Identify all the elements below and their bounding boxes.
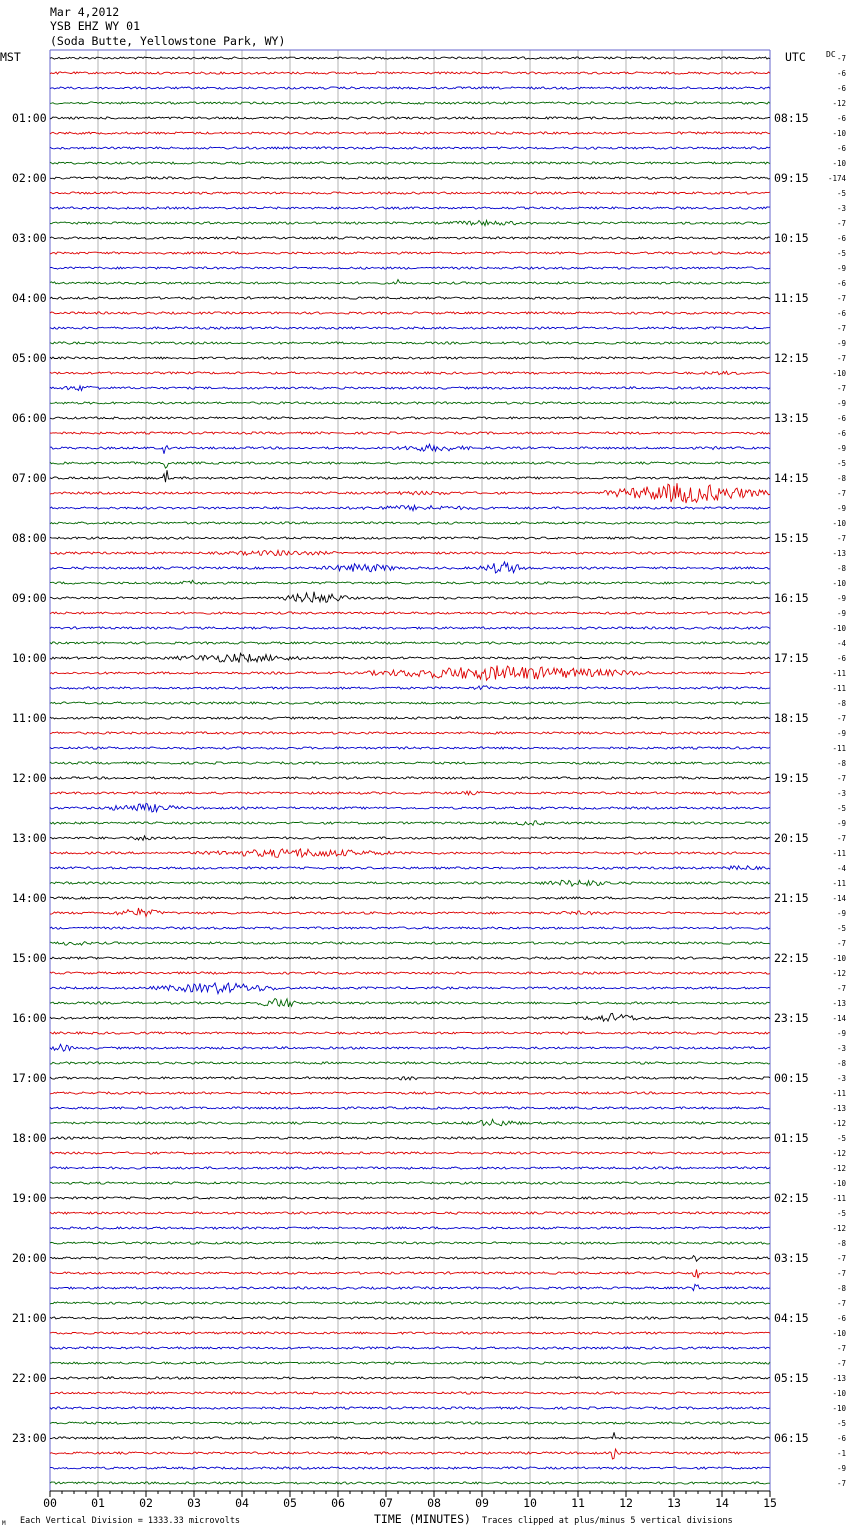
trace-line	[50, 686, 770, 690]
dc-offset-label: -11	[832, 1089, 846, 1098]
dc-offset-label: -11	[832, 669, 846, 678]
utc-hour-label: 03:15	[774, 1251, 809, 1265]
trace-line	[50, 1422, 770, 1424]
dc-offset-label: -12	[832, 1149, 846, 1158]
dc-offset-label: -9	[836, 819, 846, 828]
x-tick-label: 05	[283, 1496, 297, 1510]
dc-offset-label: -7	[836, 834, 846, 843]
utc-hour-label: 23:15	[774, 1011, 809, 1025]
trace-line	[50, 1407, 770, 1409]
mst-hour-label: 14:00	[12, 891, 47, 905]
trace-line	[50, 702, 770, 704]
dc-offset-label: -10	[832, 579, 846, 588]
dc-offset-label: -9	[836, 444, 846, 453]
time-grid	[50, 50, 770, 1491]
dc-offset-label: -7	[836, 489, 846, 498]
dc-offset-label: -5	[836, 1209, 846, 1218]
dc-offset-label: -9	[836, 594, 846, 603]
mst-hour-label: 13:00	[12, 831, 47, 845]
dc-offset-label: -12	[832, 99, 846, 108]
trace-line	[50, 972, 770, 974]
dc-offset-label: -5	[836, 1419, 846, 1428]
trace-line	[50, 505, 770, 510]
trace-line	[50, 57, 770, 59]
dc-offset-label: -7	[836, 1299, 846, 1308]
trace-line	[50, 1013, 770, 1021]
mst-hour-label: 03:00	[12, 231, 47, 245]
mst-hour-label: 08:00	[12, 531, 47, 545]
dc-offset-label: -7	[836, 219, 846, 228]
dc-offset-label: -13	[832, 549, 846, 558]
dc-offset-label: -10	[832, 1404, 846, 1413]
dc-offset-label: -7	[836, 354, 846, 363]
utc-hour-label: 01:15	[774, 1131, 809, 1145]
dc-offset-label: -9	[836, 729, 846, 738]
dc-offset-label: -4	[836, 864, 846, 873]
trace-line	[50, 483, 770, 503]
utc-hour-label: 10:15	[774, 231, 809, 245]
dc-offset-label: -7	[836, 714, 846, 723]
utc-hour-labels	[774, 111, 809, 1445]
dc-offset-label: -11	[832, 744, 846, 753]
dc-offset-label: -12	[832, 1164, 846, 1173]
dc-label: DC	[826, 50, 836, 59]
x-tick-label: 00	[43, 1496, 57, 1510]
utc-hour-label: 20:15	[774, 831, 809, 845]
dc-offset-label: -6	[836, 234, 846, 243]
dc-offset-label: -7	[836, 774, 846, 783]
dc-offset-label: -7	[836, 294, 846, 303]
x-tick-label: 13	[667, 1496, 681, 1510]
x-tick-label: 02	[139, 1496, 153, 1510]
trace-line	[50, 327, 770, 329]
trace-line	[50, 522, 770, 524]
utc-hour-label: 02:15	[774, 1191, 809, 1205]
dc-offset-label: -13	[832, 1104, 846, 1113]
trace-line	[50, 1227, 770, 1229]
dc-offset-label: -9	[836, 264, 846, 273]
trace-line	[50, 470, 770, 482]
trace-line	[50, 1077, 770, 1080]
clip-note: Traces clipped at plus/minus 5 vertical divisions	[482, 1516, 733, 1526]
dc-offset-label: -3	[836, 789, 846, 798]
trace-line	[50, 1152, 770, 1154]
header-station: YSB EHZ WY 01	[50, 19, 141, 33]
trace-line	[50, 880, 770, 886]
dc-offset-label: -14	[832, 1014, 846, 1023]
trace-line	[50, 791, 770, 795]
mst-hour-label: 07:00	[12, 471, 47, 485]
header-location: (Soda Butte, Yellowstone Park, WY)	[50, 34, 286, 48]
dc-offset-label: -9	[836, 504, 846, 513]
header	[50, 5, 285, 48]
dc-offset-label: -7	[836, 54, 846, 63]
trace-line	[50, 1242, 770, 1244]
trace-line	[50, 162, 770, 164]
dc-offset-label: -6	[836, 84, 846, 93]
dc-offset-label: -5	[836, 189, 846, 198]
utc-hour-label: 08:15	[774, 111, 809, 125]
trace-line	[50, 653, 770, 662]
x-tick-label: 06	[331, 1496, 345, 1510]
dc-offset-label: -10	[832, 624, 846, 633]
dc-offset-label: -6	[836, 114, 846, 123]
trace-line	[50, 562, 770, 573]
dc-offset-label: -8	[836, 1239, 846, 1248]
utc-hour-label: 13:15	[774, 411, 809, 425]
trace-line	[50, 357, 770, 359]
trace-line	[50, 1062, 770, 1064]
dc-offset-label: -12	[832, 969, 846, 978]
mst-hour-label: 05:00	[12, 351, 47, 365]
trace-line	[50, 866, 770, 870]
corner-mark: M	[2, 1520, 6, 1527]
right-timezone-label: UTC	[785, 50, 806, 64]
dc-offset-label: -9	[836, 1029, 846, 1038]
dc-offset-label: -8	[836, 1059, 846, 1068]
trace-line	[50, 983, 770, 994]
trace-line	[50, 177, 770, 179]
trace-line	[50, 1377, 770, 1379]
dc-offset-label: -10	[832, 1389, 846, 1398]
trace-line	[50, 297, 770, 299]
trace-line	[50, 72, 770, 74]
dc-offset-label: -3	[836, 1074, 846, 1083]
trace-line	[50, 732, 770, 734]
mst-hour-label: 06:00	[12, 411, 47, 425]
dc-offset-labels	[828, 54, 847, 1488]
mst-hour-label: 11:00	[12, 711, 47, 725]
dc-offset-label: -11	[832, 879, 846, 888]
dc-offset-label: -3	[836, 204, 846, 213]
utc-hour-label: 11:15	[774, 291, 809, 305]
dc-offset-label: -7	[836, 1479, 846, 1488]
trace-line	[50, 432, 770, 434]
trace-line	[50, 1482, 770, 1484]
x-tick-label: 07	[379, 1496, 393, 1510]
trace-line	[50, 237, 770, 239]
dc-offset-label: -7	[836, 1254, 846, 1263]
trace-line	[50, 1119, 770, 1125]
dc-offset-label: -13	[832, 999, 846, 1008]
dc-offset-label: -9	[836, 399, 846, 408]
dc-offset-label: -9	[836, 1464, 846, 1473]
dc-offset-label: -12	[832, 1119, 846, 1128]
dc-offset-label: -174	[827, 174, 846, 183]
trace-line	[50, 1032, 770, 1034]
utc-hour-label: 15:15	[774, 531, 809, 545]
x-axis	[43, 1491, 777, 1510]
trace-line	[50, 803, 770, 812]
trace-line	[50, 580, 770, 584]
trace-line	[50, 386, 770, 391]
utc-hour-label: 14:15	[774, 471, 809, 485]
mst-hour-labels	[12, 111, 47, 1445]
dc-offset-label: -3	[836, 1044, 846, 1053]
trace-line	[50, 666, 770, 681]
x-tick-label: 01	[91, 1496, 105, 1510]
trace-line	[50, 908, 770, 917]
trace-line	[50, 1270, 770, 1279]
dc-offset-label: -7	[836, 1269, 846, 1278]
trace-line	[50, 821, 770, 826]
dc-offset-label: -6	[836, 1434, 846, 1443]
trace-line	[50, 417, 770, 419]
mst-hour-label: 10:00	[12, 651, 47, 665]
trace-line	[50, 1212, 770, 1214]
trace-line	[50, 1347, 770, 1349]
trace-line	[50, 1392, 770, 1394]
trace-line	[50, 1137, 770, 1139]
trace-line	[50, 132, 770, 134]
dc-offset-label: -8	[836, 564, 846, 573]
trace-line	[50, 342, 770, 344]
dc-offset-label: -9	[836, 909, 846, 918]
mst-hour-label: 04:00	[12, 291, 47, 305]
trace-line	[50, 777, 770, 779]
trace-line	[50, 1044, 770, 1051]
trace-line	[50, 1449, 770, 1459]
header-date: Mar 4,2012	[50, 5, 120, 19]
dc-offset-label: -5	[836, 924, 846, 933]
mst-hour-label: 23:00	[12, 1431, 47, 1445]
trace-line	[50, 462, 770, 468]
trace-line	[50, 1302, 770, 1304]
dc-offset-label: -6	[836, 279, 846, 288]
utc-hour-label: 22:15	[774, 951, 809, 965]
trace-line	[50, 537, 770, 539]
dc-offset-label: -8	[836, 474, 846, 483]
trace-line	[50, 957, 770, 959]
dc-offset-label: -11	[832, 1194, 846, 1203]
dc-offset-label: -4	[836, 639, 846, 648]
mst-hour-label: 20:00	[12, 1251, 47, 1265]
mst-hour-label: 09:00	[12, 591, 47, 605]
trace-line	[50, 87, 770, 89]
scale-note: Each Vertical Division = 1333.33 microvolts	[20, 1516, 241, 1526]
dc-offset-label: -7	[836, 939, 846, 948]
mst-hour-label: 15:00	[12, 951, 47, 965]
mst-hour-label: 02:00	[12, 171, 47, 185]
trace-line	[50, 1182, 770, 1184]
dc-offset-label: -7	[836, 984, 846, 993]
dc-offset-label: -10	[832, 1329, 846, 1338]
utc-hour-label: 21:15	[774, 891, 809, 905]
trace-line	[50, 402, 770, 404]
trace-line	[50, 747, 770, 749]
trace-line	[50, 627, 770, 629]
utc-hour-label: 19:15	[774, 771, 809, 785]
dc-offset-label: -10	[832, 159, 846, 168]
trace-line	[50, 849, 770, 857]
dc-offset-label: -11	[832, 684, 846, 693]
mst-hour-label: 01:00	[12, 111, 47, 125]
trace-line	[50, 102, 770, 104]
dc-offset-label: -1	[836, 1449, 846, 1458]
utc-hour-label: 17:15	[774, 651, 809, 665]
trace-line	[50, 312, 770, 314]
utc-hour-label: 18:15	[774, 711, 809, 725]
dc-offset-label: -10	[832, 1179, 846, 1188]
x-tick-label: 15	[763, 1496, 777, 1510]
utc-hour-label: 05:15	[774, 1371, 809, 1385]
utc-hour-label: 06:15	[774, 1431, 809, 1445]
x-tick-label: 10	[523, 1496, 537, 1510]
dc-offset-label: -14	[832, 894, 846, 903]
x-tick-label: 08	[427, 1496, 441, 1510]
trace-line	[50, 1256, 770, 1262]
trace-line	[50, 1467, 770, 1469]
dc-offset-label: -7	[836, 324, 846, 333]
dc-offset-label: -7	[836, 534, 846, 543]
trace-line	[50, 1432, 770, 1439]
dc-offset-label: -8	[836, 759, 846, 768]
mst-hour-label: 21:00	[12, 1311, 47, 1325]
trace-line	[50, 592, 770, 603]
trace-line	[50, 836, 770, 841]
dc-offset-label: -10	[832, 369, 846, 378]
trace-line	[50, 1092, 770, 1094]
trace-line	[50, 1284, 770, 1290]
dc-offset-label: -6	[836, 309, 846, 318]
trace-line	[50, 999, 770, 1007]
trace-line	[50, 762, 770, 764]
mst-hour-label: 12:00	[12, 771, 47, 785]
dc-offset-label: -10	[832, 954, 846, 963]
dc-offset-label: -6	[836, 429, 846, 438]
dc-offset-label: -7	[836, 1359, 846, 1368]
left-timezone-label: MST	[0, 50, 21, 64]
trace-line	[50, 267, 770, 269]
x-tick-label: 04	[235, 1496, 249, 1510]
trace-line	[50, 1317, 770, 1319]
mst-hour-label: 19:00	[12, 1191, 47, 1205]
trace-line	[50, 642, 770, 644]
trace-line	[50, 444, 770, 454]
mst-hour-label: 22:00	[12, 1371, 47, 1385]
dc-offset-label: -11	[832, 849, 846, 858]
x-tick-label: 12	[619, 1496, 633, 1510]
dc-offset-label: -5	[836, 804, 846, 813]
trace-line	[50, 717, 770, 719]
dc-offset-label: -12	[832, 1224, 846, 1233]
dc-offset-label: -7	[836, 1344, 846, 1353]
trace-line	[50, 371, 770, 375]
trace-line	[50, 252, 770, 254]
trace-line	[50, 942, 770, 946]
utc-hour-label: 00:15	[774, 1071, 809, 1085]
trace-line	[50, 192, 770, 194]
trace-line	[50, 280, 770, 285]
dc-offset-label: -9	[836, 339, 846, 348]
mst-hour-label: 18:00	[12, 1131, 47, 1145]
dc-offset-label: -8	[836, 1284, 846, 1293]
trace-line	[50, 897, 770, 899]
trace-line	[50, 1362, 770, 1364]
dc-offset-label: -13	[832, 1374, 846, 1383]
dc-offset-label: -7	[836, 384, 846, 393]
x-tick-label: 09	[475, 1496, 489, 1510]
utc-hour-label: 16:15	[774, 591, 809, 605]
utc-hour-label: 12:15	[774, 351, 809, 365]
trace-line	[50, 1107, 770, 1109]
trace-line	[50, 220, 770, 225]
trace-line	[50, 1332, 770, 1334]
dc-offset-label: -6	[836, 1314, 846, 1323]
dc-offset-label: -9	[836, 609, 846, 618]
trace-line	[50, 117, 770, 119]
trace-line	[50, 1167, 770, 1169]
trace-line	[50, 927, 770, 929]
x-axis-label: TIME (MINUTES)	[374, 1512, 471, 1526]
trace-line	[50, 1197, 770, 1199]
dc-offset-label: -6	[836, 414, 846, 423]
trace-line	[50, 207, 770, 209]
dc-offset-label: -5	[836, 249, 846, 258]
dc-offset-label: -6	[836, 69, 846, 78]
dc-offset-label: -6	[836, 654, 846, 663]
dc-offset-label: -6	[836, 144, 846, 153]
mst-hour-label: 16:00	[12, 1011, 47, 1025]
dc-offset-label: -10	[832, 519, 846, 528]
dc-offset-label: -10	[832, 129, 846, 138]
utc-hour-label: 09:15	[774, 171, 809, 185]
trace-line	[50, 550, 770, 555]
utc-hour-label: 04:15	[774, 1311, 809, 1325]
x-tick-label: 03	[187, 1496, 201, 1510]
dc-offset-label: -8	[836, 699, 846, 708]
x-tick-label: 14	[715, 1496, 729, 1510]
mst-hour-label: 17:00	[12, 1071, 47, 1085]
x-tick-label: 11	[571, 1496, 585, 1510]
dc-offset-label: -5	[836, 459, 846, 468]
dc-offset-label: -5	[836, 1134, 846, 1143]
trace-line	[50, 612, 770, 614]
trace-line	[50, 147, 770, 149]
traces	[50, 57, 770, 1484]
